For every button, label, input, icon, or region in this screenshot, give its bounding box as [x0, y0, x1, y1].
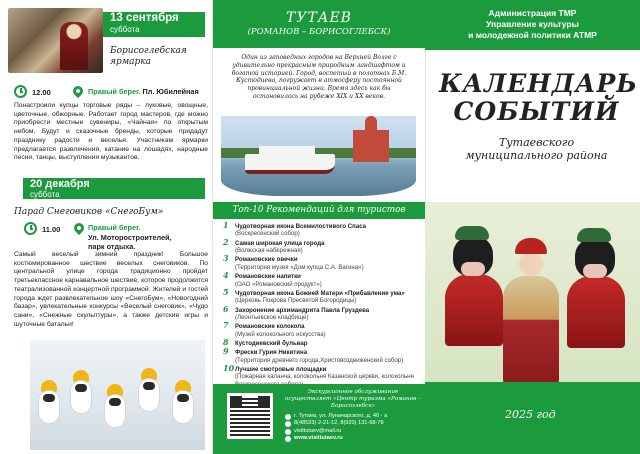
event1-place — [88, 87, 208, 97]
event2-place-line2: парк отдыха. — [88, 242, 136, 251]
address-text: г. Тутаев, ул. Луначарского, д. 40 - а — [294, 413, 388, 419]
top10-title: Топ-10 Рекомендаций для туристов — [213, 202, 425, 219]
calendar-subtitle — [439, 136, 634, 162]
web-row — [285, 435, 421, 442]
top10-number: 3 — [223, 253, 229, 264]
tour-center-org: Экскурсионное обслуживание осуществляет «Центр туризма «Романов – Борисоглебск» — [285, 389, 421, 409]
calendar-subtitle-line1: Тутаевского — [498, 136, 575, 149]
top10-location: (ОАО «Романовский продукт») — [235, 280, 322, 288]
cow-mascot — [567, 228, 625, 348]
top10-item — [223, 236, 421, 255]
location-icon — [285, 414, 291, 420]
administration-header — [425, 0, 640, 50]
tutaev-title: ТУТАЕВ — [286, 10, 352, 26]
top10-name: Лучшие смотровые площадки — [235, 365, 327, 373]
top10-item — [223, 270, 421, 288]
top10-location: (Волжская набережная) — [235, 247, 303, 255]
fair-photo — [8, 8, 103, 73]
event1-title-line1: Борисоглебская — [110, 46, 187, 56]
top10-name: Романовские напитки — [235, 273, 301, 281]
event2-weekday: суббота — [30, 190, 60, 199]
top10-location: (Музей колокольного искусства) — [235, 330, 326, 338]
top10-number: 1 — [223, 220, 229, 230]
event1-title-line2: ярмарка — [110, 57, 152, 67]
volga-ship-photo — [221, 116, 416, 196]
top10-item — [223, 336, 421, 347]
phone-row — [285, 420, 421, 427]
tutaev-header — [213, 0, 425, 48]
event2-time: 11.00 — [42, 225, 61, 234]
top10-number: 2 — [223, 236, 229, 247]
top10-number: 5 — [223, 286, 229, 297]
event1-bank-label: Правый берег. — [88, 87, 141, 96]
top10-list — [223, 220, 421, 390]
location-pin-icon — [71, 84, 85, 98]
qr-code[interactable] — [227, 393, 273, 439]
girl-in-kokoshnik — [503, 238, 559, 384]
clock-icon — [14, 85, 27, 98]
top10-location: (Территория древнего города,Христовоздвиженский собор) — [235, 356, 404, 364]
cow-mascot — [445, 226, 503, 346]
top10-name: Фрески Гурия Никитина — [235, 349, 308, 357]
phone-text[interactable]: 8(48533) 2-21-12, 8(920) 131-68-78 — [294, 420, 384, 427]
snowman-figure — [70, 370, 92, 414]
snowman-figure — [38, 380, 60, 424]
top10-item — [223, 303, 421, 322]
calendar-title — [439, 69, 638, 126]
event2-place — [88, 223, 208, 252]
top10-name: Романовские овечки — [235, 256, 298, 264]
top10-location: (Воскресенский собор) — [235, 230, 300, 238]
website-link[interactable]: www.visittutaev.ru — [294, 435, 343, 442]
event2-title: Парад Снеговиков «СнегоБум» — [14, 207, 164, 217]
event1-weekday: суббота — [110, 25, 140, 34]
contacts-block — [285, 389, 421, 443]
top10-item — [223, 220, 421, 238]
address-row — [285, 413, 421, 420]
event1-time: 12.00 — [32, 88, 51, 97]
top10-name: Захоронение архимандрита Павла Груздева — [235, 306, 370, 314]
event2-date-bar — [23, 178, 205, 199]
middle-panel — [213, 0, 425, 454]
top10-name: Самая широкая улица города — [235, 239, 325, 247]
calendar-subtitle-line2: муниципального района — [465, 149, 608, 162]
cover-panel — [425, 0, 640, 454]
top10-location: (Церковь Покрова Пресвятой Богородицы) — [235, 297, 357, 305]
top10-name: Кустодиевский бульвар — [235, 339, 308, 347]
left-panel — [0, 0, 213, 454]
snowman-figure — [138, 368, 160, 412]
mail-icon — [285, 429, 291, 435]
event2-date: 20 декабря — [30, 178, 90, 190]
snowmen-parade-photo — [30, 340, 205, 450]
top10-item — [223, 286, 421, 305]
event1-place-name: Пл. Юбилейная — [142, 87, 199, 96]
top10-number: 10 — [223, 362, 235, 373]
event1-date: 13 сентября — [110, 12, 179, 24]
top10-item — [223, 253, 421, 271]
admin-line3: и молодежной политики АТМР — [468, 30, 597, 40]
top10-item — [223, 320, 421, 338]
tutaev-subtitle: (РОМАНОВ – БОРИСОГЛЕБСК) — [247, 27, 391, 37]
globe-icon — [285, 436, 291, 442]
top10-name: Чудотворная икона Божией Матери «Прибавление ума» — [235, 289, 405, 297]
event2-description: Самый веселый зимний праздник! Большое костюмированное шествие веселых снеговиков. По центральной улице города традиционно пройдет третьеклассное карнавальное шествие, которое продолжится театрализованной концертной программой. Жителей и гостей города ждет развлекательное шоу «СнегоБум», «Новогодний базар», увлекательные конкурсы «Веселый снеговик», «Чудо сани», «Снежные скульптуры», а также детские игры и шуточные батальи! — [14, 251, 208, 328]
top10-location: (Леонтьевское кладбище) — [235, 313, 309, 321]
snowman-figure — [172, 380, 194, 424]
top10-item — [223, 346, 421, 364]
email-row — [285, 428, 421, 435]
top10-number: 7 — [223, 320, 229, 331]
top10-number: 4 — [223, 270, 229, 281]
top10-name: Романовские колокола — [235, 323, 305, 331]
event2-bank-label: Правый берег. — [88, 223, 141, 232]
calendar-title-line1: КАЛЕНДАРЬ — [439, 69, 638, 98]
snowman-figure — [104, 384, 126, 428]
clock-icon — [24, 222, 37, 235]
top10-location: (Территория музея «Дом купца С.А. Вагина») — [235, 263, 364, 271]
top10-number: 8 — [223, 336, 229, 347]
location-pin-icon — [72, 221, 86, 235]
event2-place-line1: Ул. Моторостроителей, — [88, 232, 172, 242]
year-label: 2025 год — [505, 408, 556, 421]
event1-description: Понастроили купцы торговые ряды – луковые, овощные, цветочные, обжорные. Работает город мастеров, где можно приобрести местные сувениры, «Чайная» по открытым небом. Будут и сказочные бренды, которые придадут празднику радости и веселья. Участникам ярмарки предлагается развлечения, катание на лошадях, народные песни, танцы, выступления музыкантов. — [14, 102, 208, 162]
top10-number: 6 — [223, 303, 229, 314]
tutaev-intro: Один из заповедных городов на Верхней Волге с удивительно прекрасным природным ландшафтом и богатой историей. Город, воспетый в полотнах Б.М. Кустодиева, погружает в атмосферу постоянной провинциальной жизни. Время здесь как бы остановилось на рубеже XIX и XX веков. — [231, 54, 407, 100]
top10-number: 9 — [223, 346, 229, 357]
admin-line1: Администрация ТМР — [488, 8, 577, 18]
calendar-title-line2: СОБЫТИЙ — [453, 97, 620, 126]
top10-name: Чудотворная икона Всемилостивого Спаса — [235, 223, 367, 230]
email-link[interactable]: visittutaev@mail.ru — [294, 427, 342, 434]
phone-icon — [285, 421, 291, 427]
admin-line2: Управление культуры — [486, 19, 579, 29]
event1-date-bar — [103, 12, 205, 37]
event1-title — [110, 46, 210, 68]
top10-location: (Пожарная каланча, колокольня Казанской церкви, колокольня — [235, 373, 414, 381]
